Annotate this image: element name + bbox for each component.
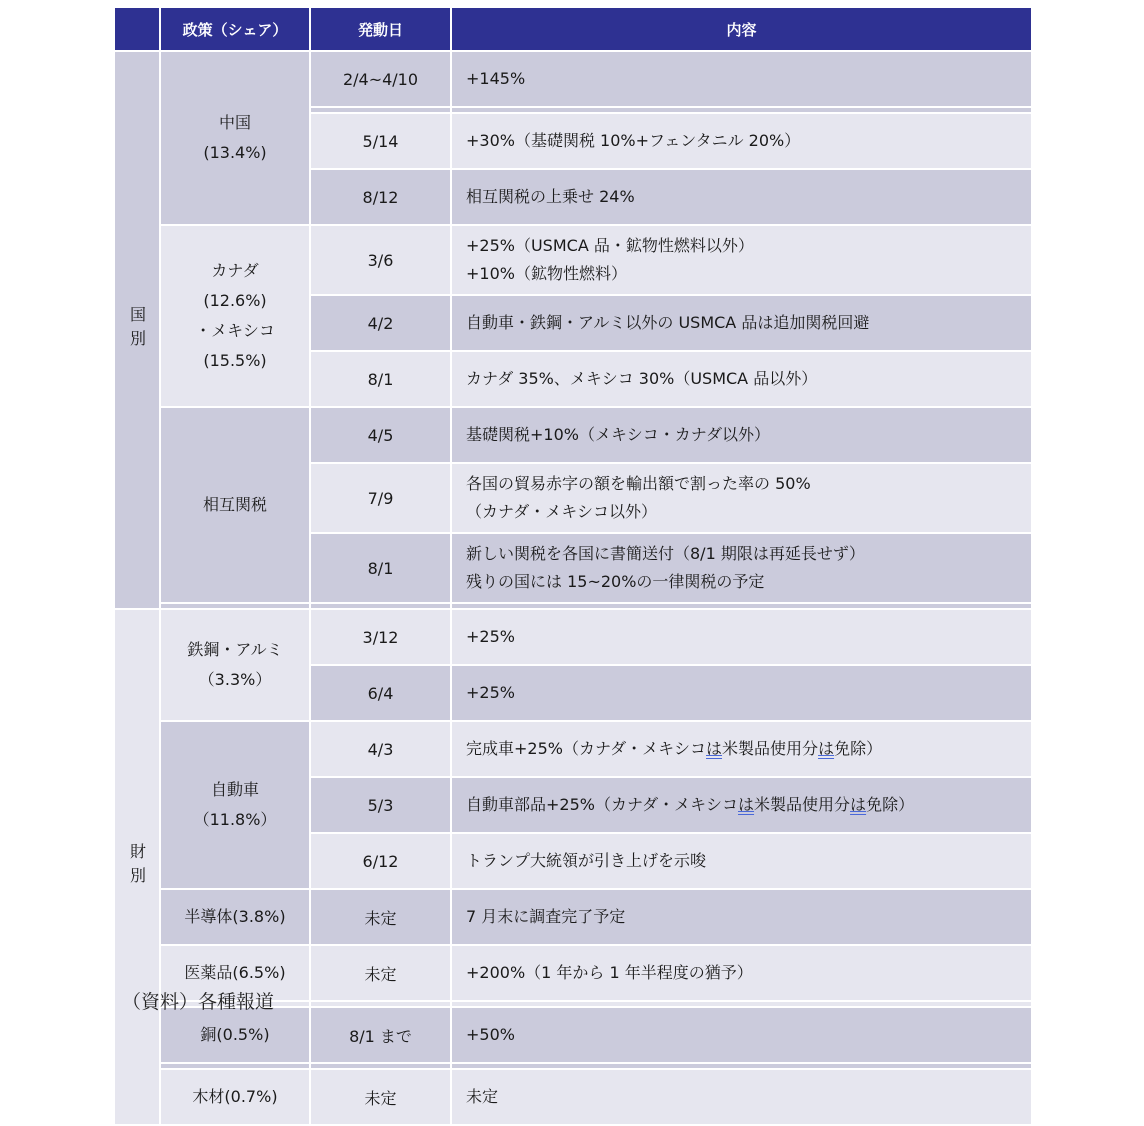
content-cell: +25% xyxy=(452,666,1031,720)
date-cell: 8/12 xyxy=(311,170,450,224)
content-cell: 7 月末に調査完了予定 xyxy=(452,890,1031,944)
policy-copper: 銅(0.5%) xyxy=(161,1008,309,1062)
policy-pharmaceutical: 医薬品(6.5%) xyxy=(161,946,309,1000)
date-cell: 4/2 xyxy=(311,296,450,350)
policy-lumber: 木材(0.7%) xyxy=(161,1070,309,1124)
table-row xyxy=(115,1008,1031,1062)
table-row xyxy=(115,890,1031,944)
policy-semiconductor: 半導体(3.8%) xyxy=(161,890,309,944)
content-cell: 相互関税の上乗せ 24% xyxy=(452,170,1031,224)
policy-automobile: 自動車 （11.8%） xyxy=(161,722,309,888)
date-cell: 2/4~4/10 xyxy=(311,52,450,106)
header-content: 内容 xyxy=(452,8,1031,50)
category-country: 国別 xyxy=(115,52,159,608)
policy-canada-mexico: カナダ (12.6%) ・メキシコ (15.5%) xyxy=(161,226,309,406)
policy-steel-aluminum: 鉄鋼・アルミ （3.3%） xyxy=(161,610,309,720)
content-cell: 新しい関税を各国に書簡送付（8/1 期限は再延長せず） 残りの国には 15~20%の一律関税の予定 xyxy=(452,534,1031,602)
content-cell: 各国の貿易赤字の額を輸出額で割った率の 50% （カナダ・メキシコ以外） xyxy=(452,464,1031,532)
content-cell: カナダ 35%、メキシコ 30%（USMCA 品以外） xyxy=(452,352,1031,406)
date-cell: 8/1 xyxy=(311,352,450,406)
date-cell: 6/4 xyxy=(311,666,450,720)
date-cell: 5/14 xyxy=(311,114,450,168)
tariff-policy-table xyxy=(113,6,1033,1126)
date-cell: 8/1 xyxy=(311,534,450,602)
date-cell: 5/3 xyxy=(311,778,450,832)
content-cell: +25% xyxy=(452,610,1031,664)
category-goods: 財別 xyxy=(115,610,159,1124)
date-cell: 4/3 xyxy=(311,722,450,776)
date-cell: 7/9 xyxy=(311,464,450,532)
date-cell: 3/12 xyxy=(311,610,450,664)
source-note: （資料）各種報道 xyxy=(122,991,275,1013)
content-cell: +30%（基礎関税 10%+フェンタニル 20%） xyxy=(452,114,1031,168)
content-cell: 完成車+25%（カナダ・メキシコは米製品使用分は免除） xyxy=(452,722,1031,776)
header-category xyxy=(115,8,159,50)
content-cell: +145% xyxy=(452,52,1031,106)
date-cell: 6/12 xyxy=(311,834,450,888)
policy-china: 中国 (13.4%) xyxy=(161,52,309,224)
table-row xyxy=(115,610,1031,664)
table-row xyxy=(115,1070,1031,1124)
date-cell: 3/6 xyxy=(311,226,450,294)
header-date: 発動日 xyxy=(311,8,450,50)
date-cell: 8/1 まで xyxy=(311,1008,450,1062)
content-cell: トランプ大統領が引き上げを示唆 xyxy=(452,834,1031,888)
date-cell: 未定 xyxy=(311,1070,450,1124)
table-row xyxy=(115,52,1031,106)
table-row xyxy=(115,722,1031,776)
header-row xyxy=(115,8,1031,50)
content-cell: 自動車部品+25%（カナダ・メキシコは米製品使用分は免除） xyxy=(452,778,1031,832)
table-row xyxy=(115,226,1031,294)
table-row xyxy=(115,408,1031,462)
content-cell: +50% xyxy=(452,1008,1031,1062)
content-cell: 未定 xyxy=(452,1070,1031,1124)
content-cell: 自動車・鉄鋼・アルミ以外の USMCA 品は追加関税回避 xyxy=(452,296,1031,350)
header-policy: 政策（シェア） xyxy=(161,8,309,50)
date-cell: 4/5 xyxy=(311,408,450,462)
content-cell: 基礎関税+10%（メキシコ・カナダ以外） xyxy=(452,408,1031,462)
date-cell: 未定 xyxy=(311,946,450,1000)
content-cell: +200%（1 年から 1 年半程度の猶予） xyxy=(452,946,1031,1000)
date-cell: 未定 xyxy=(311,890,450,944)
policy-reciprocal: 相互関税 xyxy=(161,408,309,602)
content-cell: +25%（USMCA 品・鉱物性燃料以外） +10%（鉱物性燃料） xyxy=(452,226,1031,294)
